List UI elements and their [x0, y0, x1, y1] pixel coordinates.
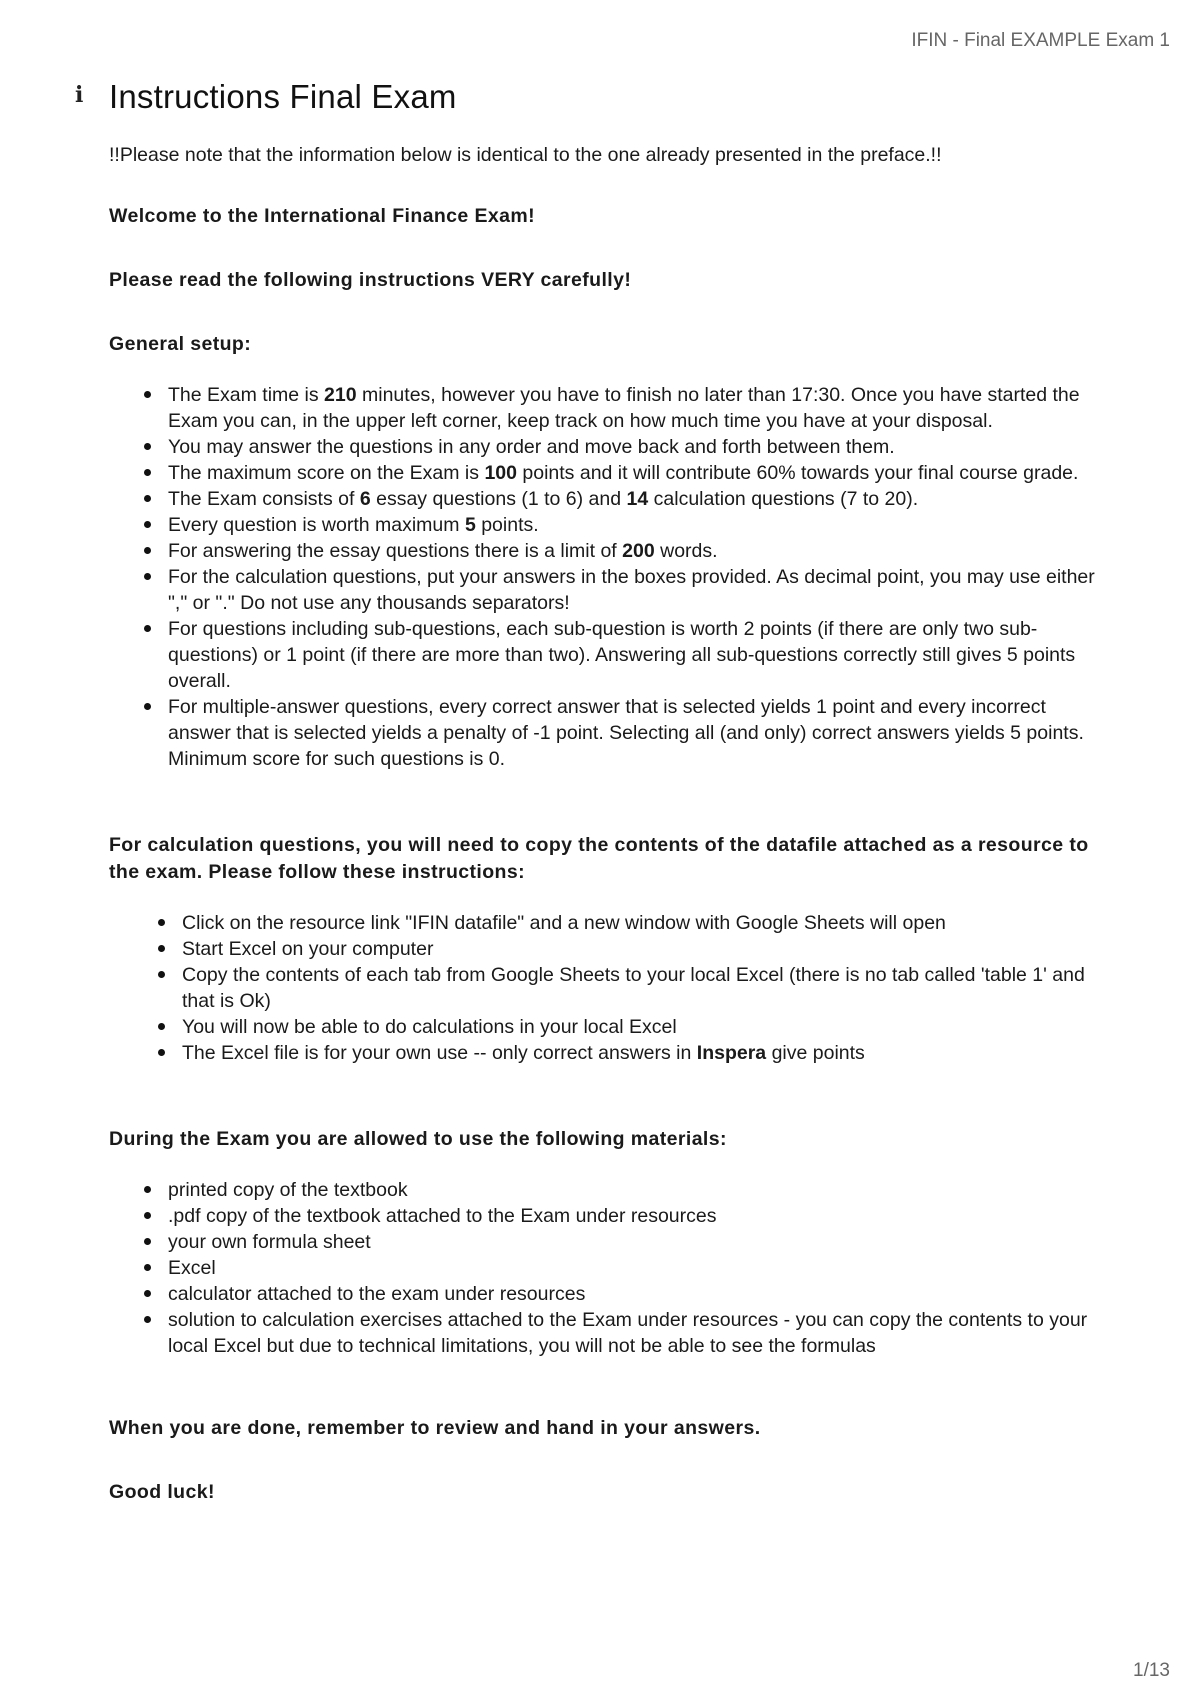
list-item: [168, 382, 1099, 434]
list-item: [168, 512, 1099, 538]
text-segment: your own formula sheet: [168, 1231, 371, 1253]
text-segment: Start Excel on your computer: [182, 938, 434, 960]
text-segment: For multiple-answer questions, every correct answer that is selected yields 1 point and every incorrect answer that is selected yields a penalty of -1 point. Selecting all (and only) correct answers yields 5 points. Minimum score for such questions is 0.: [168, 696, 1084, 770]
emphasis-text: 6: [359, 488, 371, 510]
list-item: [168, 1307, 1099, 1359]
list-item: [168, 1229, 1099, 1255]
info-icon: i: [75, 82, 84, 108]
list-item: [182, 1014, 1099, 1040]
text-segment: solution to calculation exercises attached to the Exam under resources - you can copy the contents to your local Excel but due to technical limitations, you will not be able to see the formulas: [168, 1309, 1088, 1357]
text-segment: minutes, however you have to finish no later than 17:30. Once you have started the Exam you can, in the upper left corner, keep track on how much time you have at your disposal.: [168, 384, 1080, 432]
text-segment: The maximum score on the Exam is: [168, 462, 485, 484]
running-header: IFIN - Final EXAMPLE Exam 1: [911, 30, 1170, 51]
text-segment: calculation questions (7 to 20).: [648, 488, 919, 510]
list-item: [168, 694, 1099, 772]
calculation-instructions-list: [109, 910, 1099, 1066]
list-item: [168, 1203, 1099, 1229]
allowed-materials-list: [109, 1177, 1099, 1359]
good-luck: Good luck!: [109, 1481, 215, 1503]
text-segment: calculator attached to the exam under resources: [168, 1283, 586, 1305]
text-segment: Copy the contents of each tab from Google Sheets to your local Excel (there is no tab called 'table 1' and that is Ok): [182, 964, 1085, 1012]
page-number: 1/13: [1133, 1660, 1170, 1681]
list-item: [168, 538, 1099, 564]
page-title: Instructions Final Exam: [109, 78, 457, 115]
text-segment: printed copy of the textbook: [168, 1179, 408, 1201]
text-segment: You will now be able to do calculations in your local Excel: [182, 1016, 677, 1038]
list-item: [182, 910, 1099, 936]
allowed-materials-heading: During the Exam you are allowed to use the following materials:: [109, 1128, 727, 1150]
list-item: [168, 486, 1099, 512]
list-item: [168, 434, 1099, 460]
emphasis-text: 5: [464, 514, 476, 536]
calculation-instructions-heading: For calculation questions, you will need to copy the contents of the datafile attached as a resource to the exam. Please follow these instructions:: [109, 834, 1089, 883]
list-item: [168, 564, 1099, 616]
list-item: [168, 1255, 1099, 1281]
list-item: [168, 1281, 1099, 1307]
preface-note: !!Please note that the information below is identical to the one already presented in the preface.!!: [109, 144, 942, 166]
text-segment: .pdf copy of the textbook attached to the Exam under resources: [168, 1205, 717, 1227]
emphasis-text: Inspera: [696, 1042, 767, 1064]
document-body: [109, 78, 1099, 1506]
text-segment: points.: [475, 514, 539, 536]
list-item: [168, 1177, 1099, 1203]
text-segment: Every question is worth maximum: [168, 514, 465, 536]
list-item: [168, 616, 1099, 694]
general-setup-heading: General setup:: [109, 333, 252, 355]
text-segment: Click on the resource link "IFIN datafile" and a new window with Google Sheets will open: [182, 912, 946, 934]
emphasis-text: 14: [626, 488, 649, 510]
text-segment: The Exam consists of: [168, 488, 360, 510]
text-segment: essay questions (1 to 6) and: [370, 488, 627, 510]
emphasis-text: 210: [324, 384, 357, 406]
text-segment: words.: [654, 540, 718, 562]
list-item: [168, 460, 1099, 486]
list-item: [182, 1040, 1099, 1066]
general-setup-list: [109, 382, 1099, 772]
emphasis-text: 100: [484, 462, 517, 484]
text-segment: You may answer the questions in any order and move back and forth between them.: [168, 436, 895, 458]
text-segment: For the calculation questions, put your answers in the boxes provided. As decimal point, you may use either "," or "." Do not use any thousands separators!: [168, 566, 1095, 614]
welcome-heading: Welcome to the International Finance Exam!: [109, 205, 536, 227]
text-segment: For questions including sub-questions, each sub-question is worth 2 points (if there are only two sub-questions) or 1 point (if there are more than two). Answering all sub-questions correctly still gives 5 points overall.: [168, 618, 1076, 692]
text-segment: The Excel file is for your own use -- only correct answers in: [182, 1042, 697, 1064]
emphasis-text: 200: [622, 540, 655, 562]
list-item: [182, 936, 1099, 962]
text-segment: The Exam time is: [168, 384, 325, 406]
text-segment: points and it will contribute 60% towards your final course grade.: [516, 462, 1079, 484]
list-item: [182, 962, 1099, 1014]
review-reminder: When you are done, remember to review and hand in your answers.: [109, 1417, 761, 1439]
text-segment: For answering the essay questions there is a limit of: [168, 540, 623, 562]
read-carefully-heading: Please read the following instructions VERY carefully!: [109, 269, 632, 291]
text-segment: Excel: [168, 1257, 216, 1279]
text-segment: give points: [766, 1042, 865, 1064]
